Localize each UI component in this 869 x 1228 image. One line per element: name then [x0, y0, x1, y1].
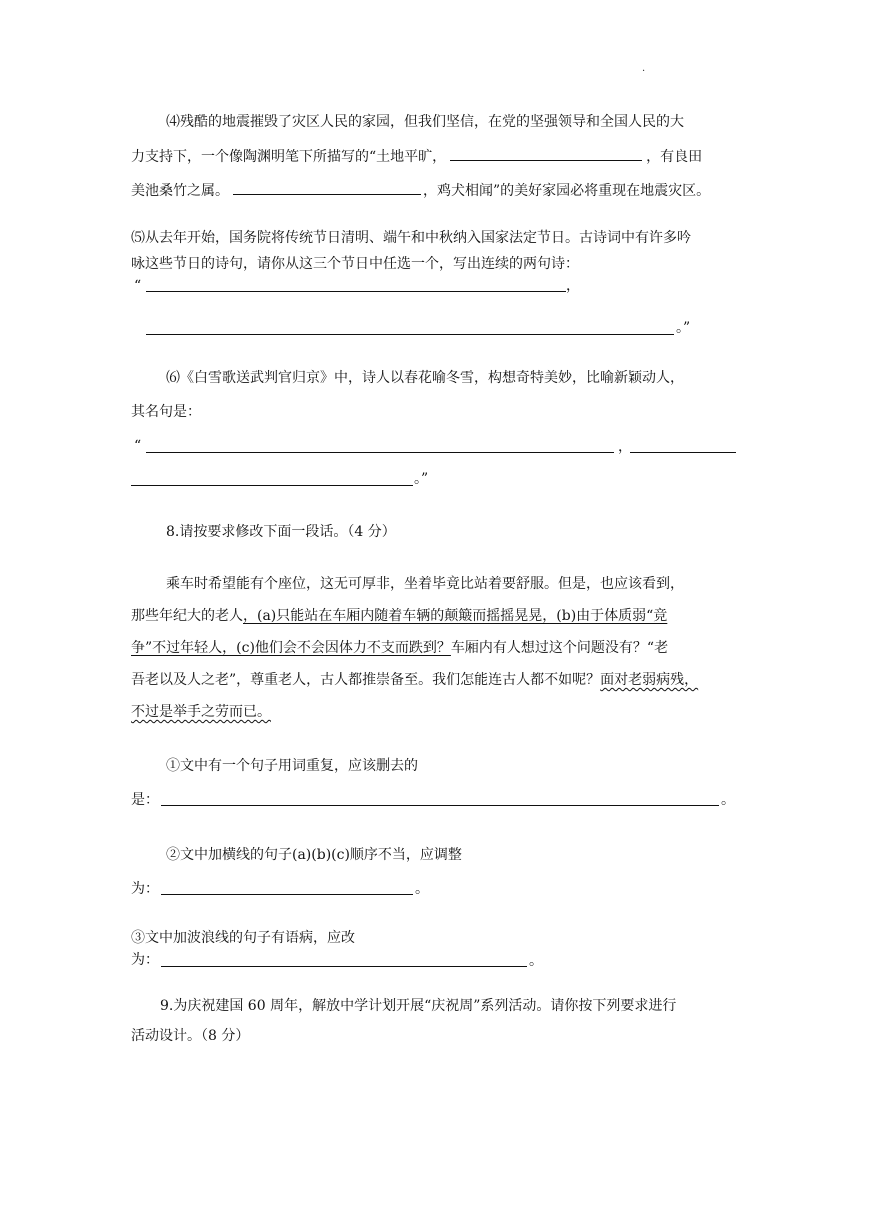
q6-line-1: ⑹《白雪歌送武判官归京》中，诗人以春花喻冬雪，构想奇特美妙，比喻新颖动人， — [166, 370, 684, 386]
q5-line-1: ⑸从去年开始，国务院将传统节日清明、端午和中秋纳入国家法定节日。古诗词中有许多吟 — [131, 230, 691, 246]
q4-answer-blank-2[interactable] — [233, 180, 421, 195]
q8-sub3-end: 。 — [529, 953, 543, 969]
q9-line-1: 9.为庆祝建国 60 周年，解放中学计划开展“庆祝周”系列活动。请你按下列要求进行 — [160, 998, 677, 1014]
q8-sub2-answer-line[interactable] — [161, 894, 413, 895]
q8-title: 8.请按要求修改下面一段话。（4 分） — [166, 524, 396, 540]
q4-line-3-tail: ，鸡犬相闻”的美好家园必将重现在地震灾区。 — [423, 183, 711, 199]
q6-answer-line-1[interactable] — [146, 452, 614, 453]
q5-line-2: 咏这些节日的诗句，请你从这三个节日中任选一个，写出连续的两句诗： — [131, 256, 579, 272]
q8-passage-line-3 — [131, 638, 668, 658]
q8-passage-line-1: 乘车时希望能有个座位，这无可厚非，坐着毕竟比站着要舒服。但是，也应该看到， — [166, 576, 684, 592]
q4-line-3-text: 美池桑竹之属。 — [131, 183, 229, 199]
q8-underlined-sentence-a-b: ，(a)只能站在车厢内随着车辆的颠簸而摇摇晃晃，(b)由于体质弱“竞 — [243, 608, 668, 624]
q5-comma: ， — [566, 278, 580, 294]
q8-sub2-question: ②文中加横线的句子(a)(b)(c)顺序不当，应调整 — [166, 847, 462, 863]
q4-line-2-tail: ，有良田 — [646, 149, 703, 165]
q8-wavy-sentence-part-2: 不过是举手之劳而已。 — [131, 704, 271, 720]
q8-sub2-end: 。 — [415, 881, 429, 897]
q6-answer-line-3[interactable] — [131, 485, 413, 486]
q5-end-quote: 。” — [676, 320, 691, 336]
q8-passage-line-2 — [131, 606, 667, 626]
q8-passage-line-4-text: 吾老以及人之老”，尊重老人，古人都推崇备至。我们怎能连古人都不如呢？ — [131, 672, 601, 688]
q6-answer-line-2[interactable] — [630, 452, 736, 453]
q8-wavy-sentence-part-1: 面对老弱病残， — [600, 672, 699, 688]
q8-passage-line-4 — [131, 670, 698, 690]
q4-line-3 — [131, 180, 710, 201]
q8-sub3-question: ③文中加波浪线的句子有语病，应改 — [131, 930, 355, 946]
q4-line-2-text: 力支持下，一个像陶渊明笔下所描写的“土地平旷， — [131, 149, 447, 165]
q8-sub3-label: 为： — [131, 952, 159, 968]
q8-sub1-end: 。 — [721, 792, 735, 808]
q6-line-2: 其名句是： — [131, 404, 201, 420]
q6-open-quote: “ — [134, 438, 142, 454]
q5-open-quote: “ — [134, 278, 142, 294]
q8-sub2-label: 为： — [131, 881, 159, 897]
q8-passage-line-2-text: 那些年纪大的老人 — [131, 608, 243, 624]
q8-passage-line-5 — [131, 702, 271, 722]
q6-end-quote: 。” — [414, 471, 429, 487]
q9-line-2: 活动设计。（8 分） — [131, 1028, 250, 1044]
q8-underlined-sentence-c: 争”不过年轻人，(c)他们会不会因体力不支而跌到？ — [131, 640, 451, 656]
q4-line-1: ⑷残酷的地震摧毁了灾区人民的家园，但我们坚信，在党的坚强领导和全国人民的大 — [166, 114, 684, 130]
q5-answer-line-1[interactable] — [146, 291, 566, 292]
q4-answer-blank-1[interactable] — [450, 146, 642, 161]
q8-sub3-answer-line[interactable] — [161, 966, 527, 967]
q6-comma: ， — [618, 439, 632, 455]
q4-line-2 — [131, 146, 702, 167]
q8-passage-line-3-text: 车厢内有人想过这个问题没有？“老 — [450, 640, 669, 656]
header-mark: · — [642, 66, 646, 77]
q8-sub1-label: 是： — [131, 792, 159, 808]
q8-sub1-answer-line[interactable] — [161, 805, 719, 806]
q8-sub1-question: ①文中有一个句子用词重复，应该删去的 — [166, 758, 418, 774]
q5-answer-line-2[interactable] — [146, 334, 674, 335]
